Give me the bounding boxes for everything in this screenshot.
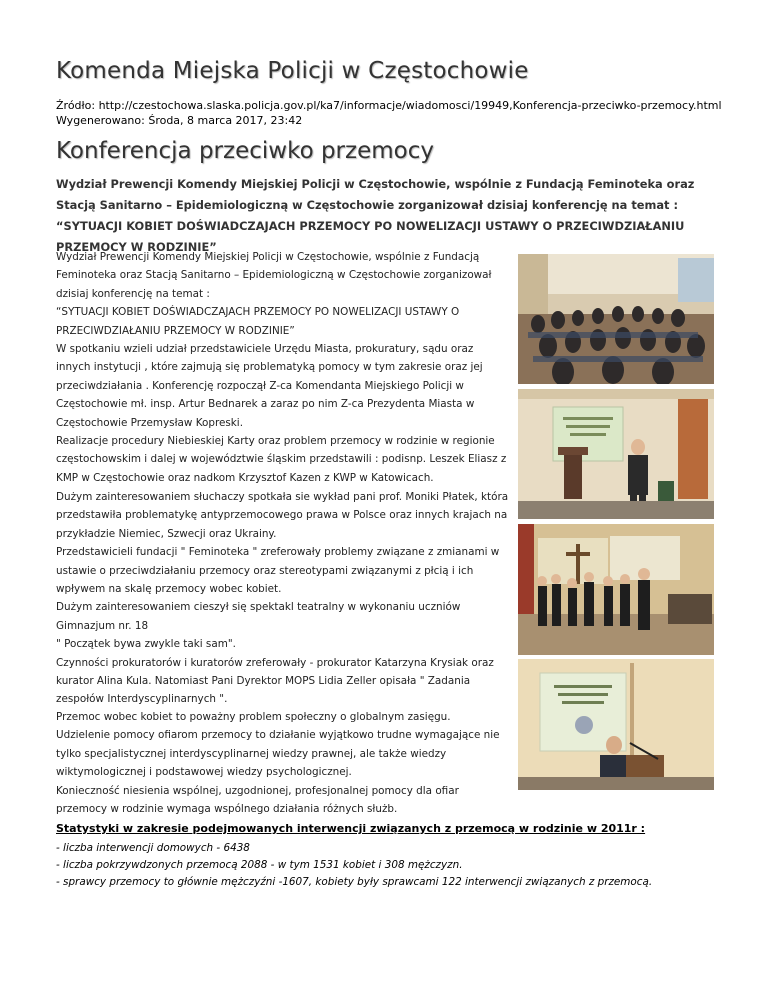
article-paragraph-3 bbox=[56, 708, 512, 818]
text-line: Wydział Prewencji Komendy Miejskiej Policji w Częstochowie, wspólnie z Fundacją bbox=[56, 251, 480, 263]
text-line: częstochowskim i dalej w województwie śląskim przedstawili : podisnp. Leszek Eliasz z bbox=[56, 453, 507, 466]
lead-line: PRZEMOCY W RODZINIE” bbox=[56, 240, 217, 254]
text-line: KMP w Częstochowie oraz nadkom Krzysztof Kazen z KWP w Katowicach. bbox=[56, 471, 434, 484]
text-line: PRZECIWDZIAŁANIU PRZEMOCY W RODZINIE” bbox=[56, 324, 295, 337]
text-line: “SYTUACJI KOBIET DOŚWIADCZAJACH PRZEMOCY PO NOWELIZACJI USTAWY O bbox=[56, 306, 460, 319]
text-line: przedstawiła problematykę antyprzemocowego prawa w Polsce oraz innych krajach na bbox=[56, 509, 508, 522]
text-line: Przemoc wobec kobiet to poważny problem społeczny o globalnym zasięgu. bbox=[56, 711, 451, 723]
text-line: przeciwdziałania . Konferencję rozpoczął Z-ca Komendanta Miejskiego Policji w bbox=[56, 379, 464, 392]
text-line: Dużym zainteresowaniem słuchaczy spotkała sie wykład pani prof. Moniki Płatek, która bbox=[56, 491, 509, 503]
text-line: Częstochowie mł. insp. Artur Bednarek a zaraz po nim Z-ca Prezydenta Miasta w bbox=[56, 398, 475, 411]
text-line: innych instytucji , które zajmują się problematyką pomocy w tym zakresie oraz jej bbox=[56, 361, 483, 374]
text-line: kurator Alina Kula. Natomiast Pani Dyrektor MOPS Lidia Zeller opisała " Zadania bbox=[56, 675, 471, 688]
text-line: przemocy w rodzinie wymaga wspólnego działania różnych służb. bbox=[56, 803, 398, 816]
lead-line: Wydział Prewencji Komendy Miejskiej Policji w Częstochowie, wspólnie z Fundacją Feminoteka oraz bbox=[56, 177, 695, 191]
text-line: Dużym zainteresowaniem cieszył się spektakl teatralny w wykonaniu uczniów bbox=[56, 601, 461, 614]
site-title: Komenda Miejska Policji w Częstochowie bbox=[56, 58, 529, 84]
lead-line: Stacją Sanitarno – Epidemiologiczną w Częstochowie zorganizował dzisiaj konferencję na temat : bbox=[56, 198, 679, 212]
source-line: Źródło: http://czestochowa.slaska.policja.gov.pl/ka7/informacje/wiadomosci/19949,Konferencja-przeciwko-przemocy.html bbox=[56, 99, 722, 112]
text-line: dzisiaj konferencję na temat : bbox=[56, 287, 210, 300]
stats-item: - liczba pokrzywdzonych przemocą 2088 - w tym 1531 kobiet i 308 mężczyzn. bbox=[56, 859, 463, 871]
photo-lecturer-lectern bbox=[518, 659, 714, 790]
article-lead bbox=[56, 174, 716, 258]
text-line: tylko specjalistycznej interdyscyplinarnej wiedzy prawnej, ale także wiedzy bbox=[56, 747, 447, 760]
text-line: Przedstawicieli fundacji " Feminoteka " zreferowały problemy związane z zmianami w bbox=[56, 546, 500, 559]
text-line: Częstochowie Przemysław Kopreski. bbox=[56, 416, 243, 429]
article-paragraph-2 bbox=[56, 488, 512, 709]
stats-list bbox=[56, 840, 652, 891]
text-line: Czynności prokuratorów i kuratorów zreferowały - prokurator Katarzyna Krysiak oraz bbox=[56, 656, 494, 669]
text-line: wiktymologicznej i podstawowej wiedzy psychologicznej. bbox=[56, 766, 352, 779]
text-line: Konieczność niesienia wspólnej, uzgodnionej, profesjonalnej pomocy dla ofiar bbox=[56, 784, 459, 797]
stats-heading: Statystyki w zakresie podejmowanych interwencji związanych z przemocą w rodzinie w 2011r : bbox=[56, 822, 646, 835]
text-line: W spotkaniu wzieli udział przedstawiciele Urzędu Miasta, prokuratury, sądu oraz bbox=[56, 343, 474, 356]
text-line: Feminoteka oraz Stacją Sanitarno – Epidemiologiczną w Częstochowie zorganizował bbox=[56, 269, 492, 282]
photo-theatre-performance bbox=[518, 524, 714, 655]
text-line: zespołów Interdyscyplinarnych ". bbox=[56, 693, 228, 706]
text-line: " Początek bywa zwykle taki sam". bbox=[56, 638, 236, 651]
photo-speaker-presentation bbox=[518, 389, 714, 519]
photo-conference-audience bbox=[518, 254, 714, 384]
document-meta bbox=[56, 98, 722, 128]
stats-item: - liczba interwencji domowych - 6438 bbox=[56, 842, 250, 854]
lead-line: “SYTUACJI KOBIET DOŚWIADCZAJACH PRZEMOCY PO NOWELIZACJI USTAWY O PRZECIWDZIAŁANIU bbox=[56, 219, 685, 233]
text-line: ustawie o przeciwdziałaniu przemocy oraz stereotypami związanymi z płcią i ich bbox=[56, 564, 474, 577]
text-line: wpływem na skalę przemocy wobec kobiet. bbox=[56, 583, 282, 596]
text-line: Realizacje procedury Niebieskiej Karty oraz problem przemocy w rodzinie w regionie bbox=[56, 435, 495, 448]
article-paragraph-1 bbox=[56, 248, 512, 487]
stats-item: - sprawcy przemocy to głównie mężczyźni -1607, kobiety były sprawcami 122 interwencji związanych z przemocą. bbox=[56, 876, 653, 888]
text-line: Gimnazjum nr. 18 bbox=[56, 619, 149, 632]
article-title: Konferencja przeciwko przemocy bbox=[56, 138, 434, 164]
text-line: przykładzie Niemiec, Szwecji oraz Ukrainy. bbox=[56, 527, 277, 540]
generated-line: Wygenerowano: Środa, 8 marca 2017, 23:42 bbox=[56, 114, 303, 127]
text-line: Udzielenie pomocy ofiarom przemocy to działanie wyjątkowo trudne wymagające nie bbox=[56, 729, 500, 742]
